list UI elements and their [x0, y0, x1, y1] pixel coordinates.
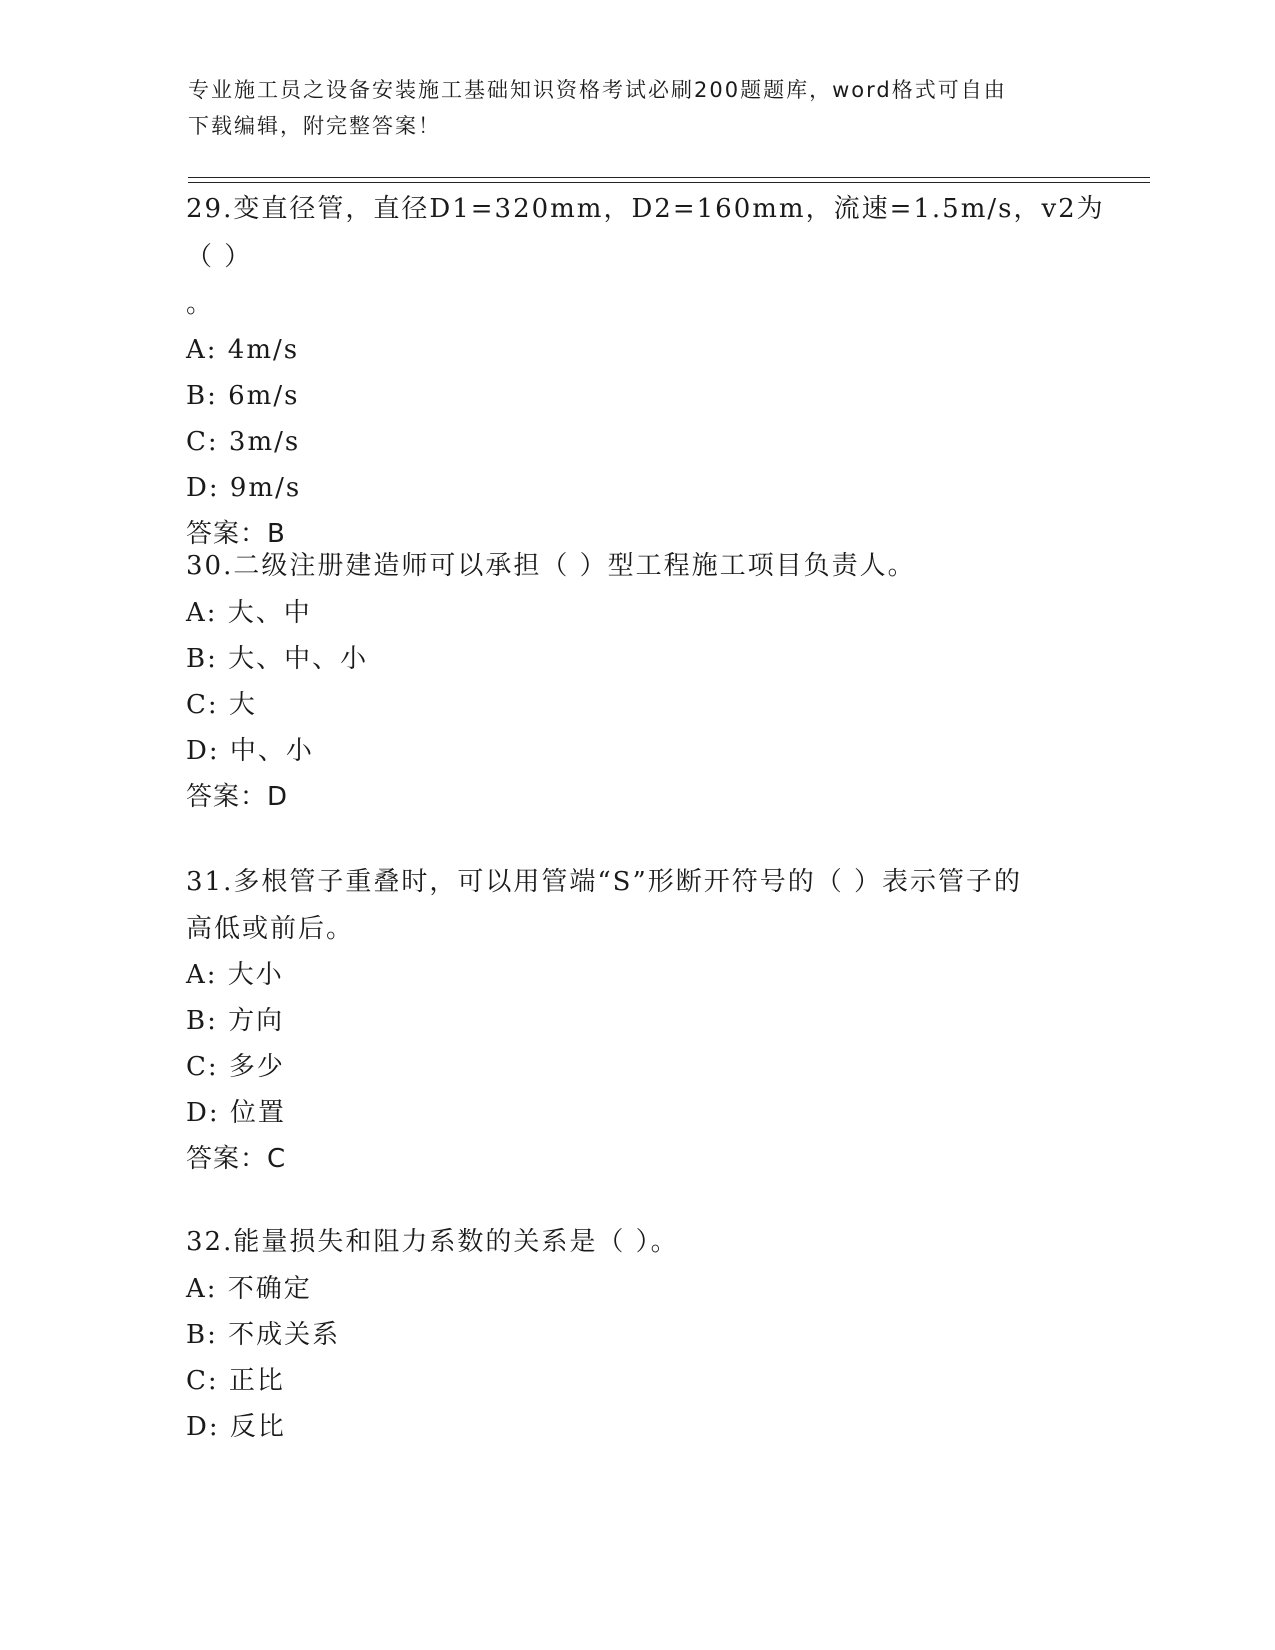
question-stem: 32.能量损失和阻力系数的关系是（ ）。 [186, 1227, 679, 1257]
option-b: B: 大、中、小 [186, 644, 369, 674]
option-c: C: 多少 [186, 1052, 285, 1082]
option-d: D: 反比 [186, 1412, 286, 1442]
option-c: C: 正比 [186, 1366, 285, 1396]
option-c: C: 大 [186, 690, 257, 720]
option-b: B: 6m/s [186, 381, 300, 411]
option-b: B: 不成关系 [186, 1320, 341, 1350]
option-b: B: 方向 [186, 1006, 285, 1036]
question-stem-continued: 。 [186, 289, 215, 319]
option-a: A: 不确定 [186, 1274, 312, 1304]
header-divider-bottom [188, 182, 1150, 183]
question-31 [186, 858, 1106, 1182]
option-a: A: 4m/s [186, 335, 300, 365]
question-29 [186, 185, 1106, 557]
answer: 答案：C [186, 1144, 287, 1174]
option-d: D: 位置 [186, 1098, 286, 1128]
header-divider-top [188, 177, 1150, 178]
document-header [188, 72, 1068, 144]
question-stem-continued: 高低或前后。 [186, 914, 355, 944]
header-line-2: 下载编辑，附完整答案！ [188, 114, 441, 138]
question-stem: 29.变直径管，直径D1=320mm，D2=160mm，流速=1.5m/s，v2为（ ） [186, 194, 1105, 272]
option-a: A: 大小 [186, 960, 284, 990]
option-c: C: 3m/s [186, 427, 301, 457]
header-line-1: 专业施工员之设备安装施工基础知识资格考试必刷200题题库，word格式可自由 [188, 78, 1007, 102]
answer: 答案：D [186, 782, 289, 812]
question-30 [186, 542, 1106, 820]
question-stem: 31.多根管子重叠时，可以用管端“S”形断开符号的（ ）表示管子的 [186, 867, 1023, 897]
question-32 [186, 1218, 1106, 1450]
answer: 答案：B [186, 519, 286, 549]
question-stem: 30.二级注册建造师可以承担（ ）型工程施工项目负责人。 [186, 551, 916, 581]
option-d: D: 9m/s [186, 473, 302, 503]
option-d: D: 中、小 [186, 736, 314, 766]
option-a: A: 大、中 [186, 598, 312, 628]
